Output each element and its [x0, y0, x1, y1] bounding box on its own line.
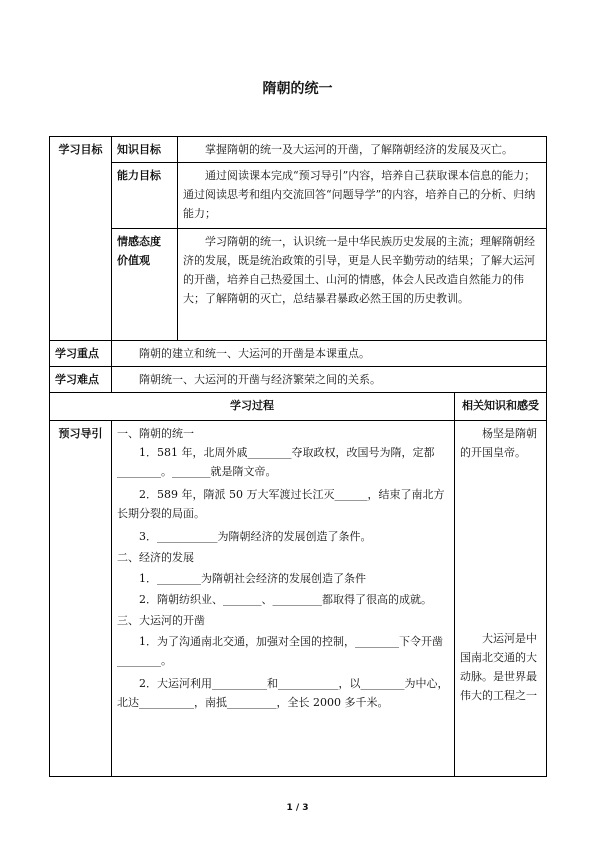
page-title: 隋朝的统一 [262, 81, 333, 97]
row-key-point [50, 341, 547, 367]
preview-heading-1: 一、隋朝的统一 [117, 427, 194, 440]
emotion-objective-text: 学习隋朝的统一，认识统一是中华民族历史发展的主流；理解隋朝经济的发展，既是统治政策的引导，更是人民辛勤劳动的结果；了解大运河的开凿，培养自己热爱国土、山河的情感，体会人民改造自然能力的伟大；了解隋朝的灭亡，总结暴君暴政必然王国的历史教训。 [178, 229, 547, 341]
row-emotion-objective [50, 229, 547, 341]
knowledge-objective-text: 掌握隋朝的统一及大运河的开凿，了解隋朝经济的发展及灭亡。 [178, 137, 547, 163]
preview-heading-3: 三、大运河的开凿 [117, 614, 205, 627]
preview-content [112, 421, 455, 777]
ability-objective-label: 能力目标 [112, 163, 178, 229]
ability-objective-text: 通过阅读课本完成“预习导引”内容，培养自己获取课本信息的能力；通过阅读思考和组内交流回答“问题导学”的内容，培养自己的分析、归纳能力； [178, 163, 547, 229]
emotion-label-line1: 情感态度 [117, 235, 161, 248]
objectives-label: 学习目标 [50, 137, 112, 341]
preview-item-5: 2．隋朝纺织业、_______、_________都取得了很高的成就。 [139, 593, 432, 606]
row-ability-objective [50, 163, 547, 229]
preview-item-3: 3．___________为隋朝经济的发展创造了条件。 [139, 530, 372, 543]
preview-item-1: 1．581 年，北周外戚________夺取政权，改国号为隋，定都________。_______就是隋文帝。 [117, 446, 435, 478]
key-point-text: 隋朝的建立和统一、大运河的开凿是本课重点。 [112, 341, 547, 367]
emotion-label-line2: 价值观 [117, 254, 150, 267]
preview-item-6: 1．为了沟通南北交通，加强对全国的控制，________下令开凿________。 [117, 635, 443, 667]
key-point-label: 学习重点 [50, 341, 112, 367]
row-process-header [50, 393, 547, 421]
preview-item-4: 1．________为隋朝社会经济的发展创造了条件 [139, 572, 366, 585]
preview-note-1: 杨坚是隋朝的开国皇帝。 [460, 427, 537, 459]
difficulty-text: 隋朝统一、大运河的开凿与经济繁荣之间的关系。 [112, 367, 547, 393]
preview-item-2: 2．589 年，隋派 50 万大军渡过长江灭______，结束了南北方长期分裂的局面。 [117, 488, 445, 520]
knowledge-objective-label: 知识目标 [112, 137, 178, 163]
row-preview [50, 421, 547, 777]
preview-notes [455, 421, 547, 777]
process-header: 学习过程 [50, 393, 455, 421]
preview-note-2: 大运河是中国南北交通的大动脉。是世界最伟大的工程之一 [460, 632, 537, 702]
row-difficulty [50, 367, 547, 393]
preview-label: 预习导引 [50, 421, 112, 777]
emotion-objective-label [112, 229, 178, 341]
row-knowledge-objective [50, 137, 547, 163]
difficulty-label: 学习难点 [50, 367, 112, 393]
page-number: 1 / 3 [286, 803, 309, 813]
preview-heading-2: 二、经济的发展 [117, 551, 194, 564]
preview-item-7: 2．大运河利用__________和___________，以________为中心，北达__________，南抵_________，全长 2000 多千米。 [117, 677, 449, 709]
lesson-plan-table [49, 136, 547, 777]
related-header: 相关知识和感受 [455, 393, 547, 421]
